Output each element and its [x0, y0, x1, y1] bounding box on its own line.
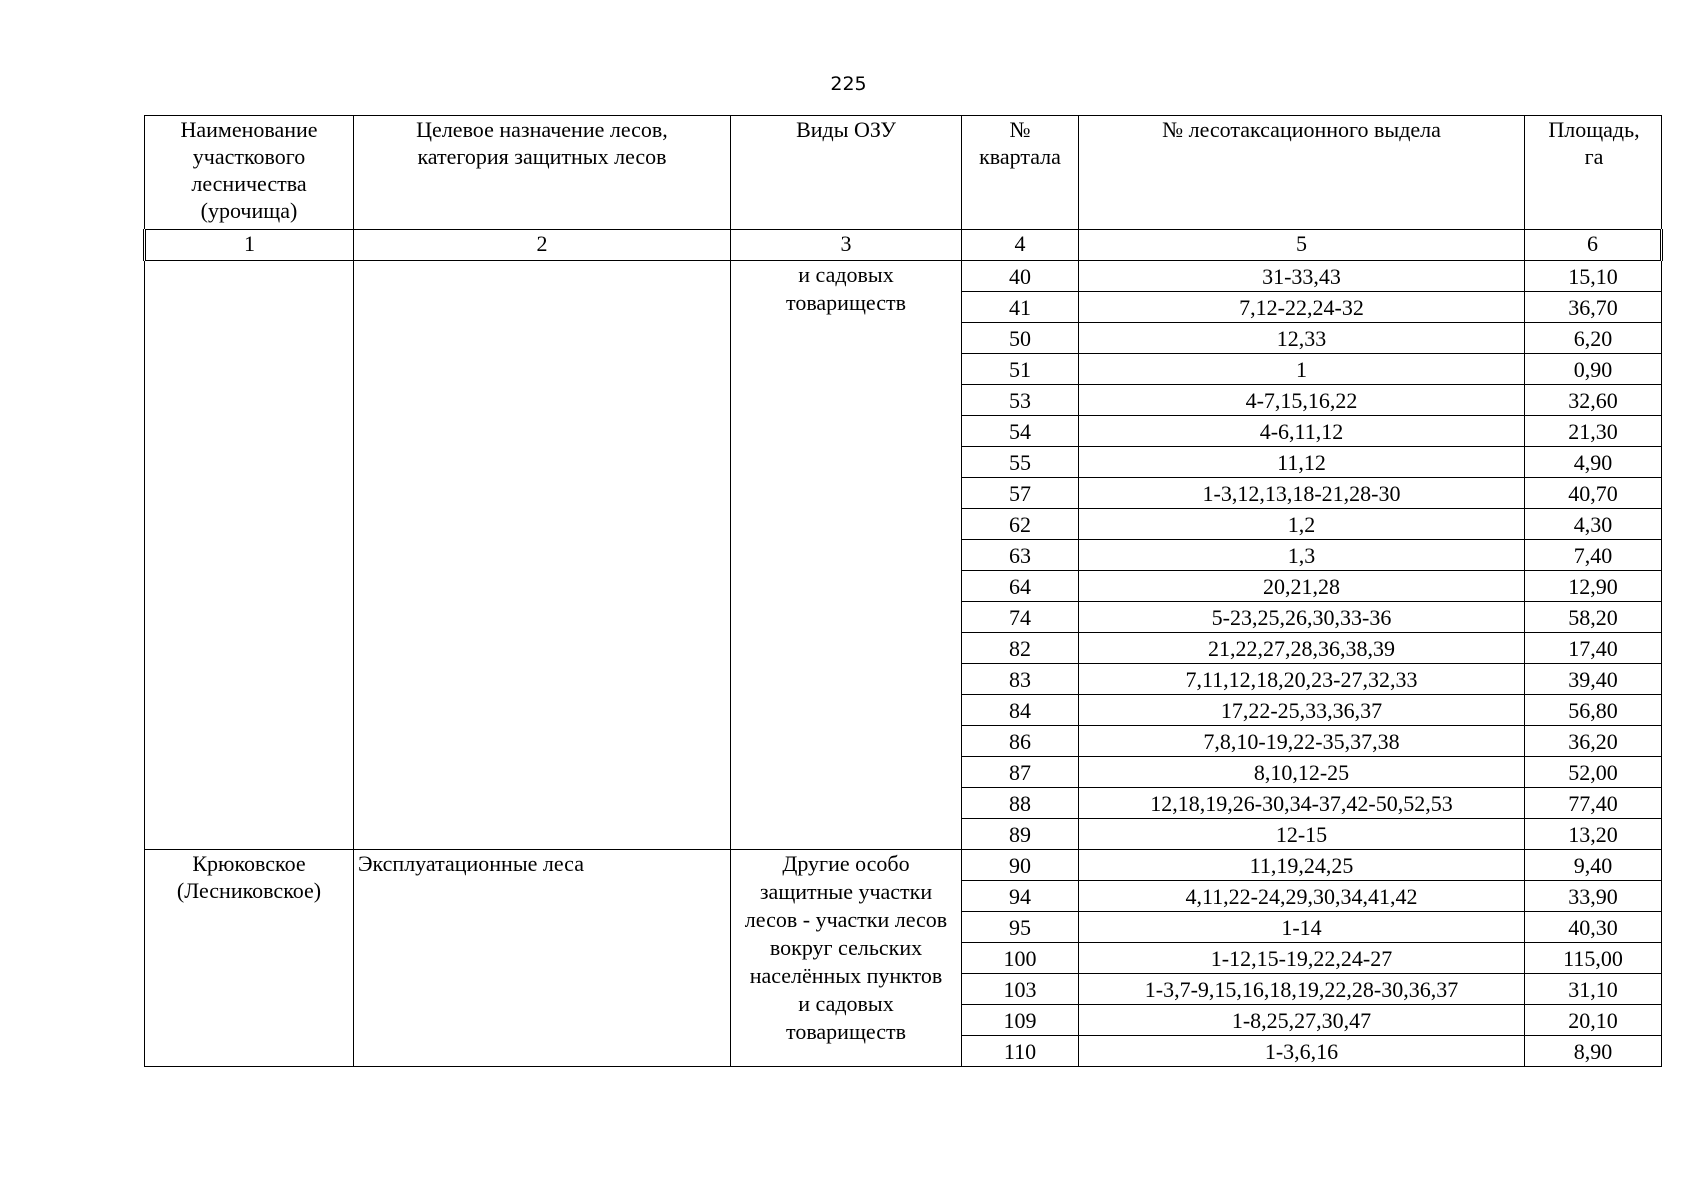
area-cell: 40,70	[1525, 478, 1662, 509]
column-numbers-row	[145, 230, 1662, 261]
table-row	[145, 261, 1662, 292]
area-cell: 31,10	[1525, 974, 1662, 1005]
area-cell: 6,20	[1525, 323, 1662, 354]
quarter-cell: 53	[962, 385, 1079, 416]
area-cell: 4,90	[1525, 447, 1662, 478]
quarter-cell: 84	[962, 695, 1079, 726]
vydel-cell: 4-6,11,12	[1079, 416, 1525, 447]
area-cell: 77,40	[1525, 788, 1662, 819]
area-cell: 58,20	[1525, 602, 1662, 633]
area-cell: 12,90	[1525, 571, 1662, 602]
vydel-cell: 12,33	[1079, 323, 1525, 354]
column-number: 4	[962, 230, 1079, 261]
vydel-cell: 4,11,22-24,29,30,34,41,42	[1079, 881, 1525, 912]
quarter-cell: 74	[962, 602, 1079, 633]
area-cell: 15,10	[1525, 261, 1662, 292]
vydel-cell: 1-3,12,13,18-21,28-30	[1079, 478, 1525, 509]
column-number: 2	[354, 230, 731, 261]
area-cell: 40,30	[1525, 912, 1662, 943]
vydel-cell: 11,19,24,25	[1079, 850, 1525, 881]
vydel-cell: 12-15	[1079, 819, 1525, 850]
area-cell: 4,30	[1525, 509, 1662, 540]
vydel-cell: 17,22-25,33,36,37	[1079, 695, 1525, 726]
column-number: 5	[1079, 230, 1525, 261]
quarter-cell: 82	[962, 633, 1079, 664]
quarter-cell: 54	[962, 416, 1079, 447]
area-cell: 39,40	[1525, 664, 1662, 695]
vydel-cell: 1-12,15-19,22,24-27	[1079, 943, 1525, 974]
vydel-cell: 7,11,12,18,20,23-27,32,33	[1079, 664, 1525, 695]
district-cell: Крюковское (Лесниковское)	[145, 850, 354, 1067]
vydel-cell: 1-14	[1079, 912, 1525, 943]
area-cell: 7,40	[1525, 540, 1662, 571]
quarter-cell: 90	[962, 850, 1079, 881]
quarter-cell: 64	[962, 571, 1079, 602]
quarter-cell: 57	[962, 478, 1079, 509]
header-quarter: № квартала	[962, 116, 1079, 230]
vydel-cell: 8,10,12-25	[1079, 757, 1525, 788]
quarter-cell: 55	[962, 447, 1079, 478]
area-cell: 13,20	[1525, 819, 1662, 850]
area-cell: 21,30	[1525, 416, 1662, 447]
quarter-cell: 110	[962, 1036, 1079, 1067]
ozu-type-cell: Другие особо защитные участки лесов - участки лесов вокруг сельских населённых пунктов и садовых товариществ	[731, 850, 962, 1067]
table-header-row	[145, 116, 1662, 230]
page-number: 225	[830, 73, 867, 95]
vydel-cell: 1,2	[1079, 509, 1525, 540]
vydel-cell: 1,3	[1079, 540, 1525, 571]
quarter-cell: 100	[962, 943, 1079, 974]
area-cell: 56,80	[1525, 695, 1662, 726]
area-cell: 20,10	[1525, 1005, 1662, 1036]
quarter-cell: 87	[962, 757, 1079, 788]
area-cell: 8,90	[1525, 1036, 1662, 1067]
vydel-cell: 1-3,7-9,15,16,18,19,22,28-30,36,37	[1079, 974, 1525, 1005]
quarter-cell: 94	[962, 881, 1079, 912]
vydel-cell: 1-3,6,16	[1079, 1036, 1525, 1067]
vydel-cell: 7,12-22,24-32	[1079, 292, 1525, 323]
quarter-cell: 103	[962, 974, 1079, 1005]
quarter-cell: 109	[962, 1005, 1079, 1036]
area-cell: 36,70	[1525, 292, 1662, 323]
quarter-cell: 51	[962, 354, 1079, 385]
quarter-cell: 83	[962, 664, 1079, 695]
area-cell: 9,40	[1525, 850, 1662, 881]
vydel-cell: 7,8,10-19,22-35,37,38	[1079, 726, 1525, 757]
header-district: Наименование участкового лесничества (урочища)	[145, 116, 354, 230]
area-cell: 36,20	[1525, 726, 1662, 757]
vydel-cell: 20,21,28	[1079, 571, 1525, 602]
quarter-cell: 63	[962, 540, 1079, 571]
area-cell: 115,00	[1525, 943, 1662, 974]
vydel-cell: 4-7,15,16,22	[1079, 385, 1525, 416]
vydel-cell: 5-23,25,26,30,33-36	[1079, 602, 1525, 633]
quarter-cell: 41	[962, 292, 1079, 323]
quarter-cell: 40	[962, 261, 1079, 292]
table-row	[145, 850, 1662, 881]
header-area: Площадь, га	[1525, 116, 1662, 230]
quarter-cell: 88	[962, 788, 1079, 819]
column-number: 1	[145, 230, 354, 261]
purpose-cell	[354, 261, 731, 850]
district-cell	[145, 261, 354, 850]
purpose-cell: Эксплуатационные леса	[354, 850, 731, 1067]
vydel-cell: 12,18,19,26-30,34-37,42-50,52,53	[1079, 788, 1525, 819]
header-vydel: № лесотаксационного выдела	[1079, 116, 1525, 230]
area-cell: 17,40	[1525, 633, 1662, 664]
area-cell: 0,90	[1525, 354, 1662, 385]
area-cell: 33,90	[1525, 881, 1662, 912]
quarter-cell: 95	[962, 912, 1079, 943]
header-ozu-type: Виды ОЗУ	[731, 116, 962, 230]
header-purpose: Целевое назначение лесов, категория защитных лесов	[354, 116, 731, 230]
forest-areas-table	[143, 115, 1663, 1067]
quarter-cell: 89	[962, 819, 1079, 850]
area-cell: 32,60	[1525, 385, 1662, 416]
vydel-cell: 21,22,27,28,36,38,39	[1079, 633, 1525, 664]
area-cell: 52,00	[1525, 757, 1662, 788]
vydel-cell: 11,12	[1079, 447, 1525, 478]
quarter-cell: 62	[962, 509, 1079, 540]
vydel-cell: 31-33,43	[1079, 261, 1525, 292]
quarter-cell: 86	[962, 726, 1079, 757]
vydel-cell: 1	[1079, 354, 1525, 385]
ozu-type-cell: и садовых товариществ	[731, 261, 962, 850]
column-number: 3	[731, 230, 962, 261]
vydel-cell: 1-8,25,27,30,47	[1079, 1005, 1525, 1036]
quarter-cell: 50	[962, 323, 1079, 354]
column-number: 6	[1525, 230, 1662, 261]
